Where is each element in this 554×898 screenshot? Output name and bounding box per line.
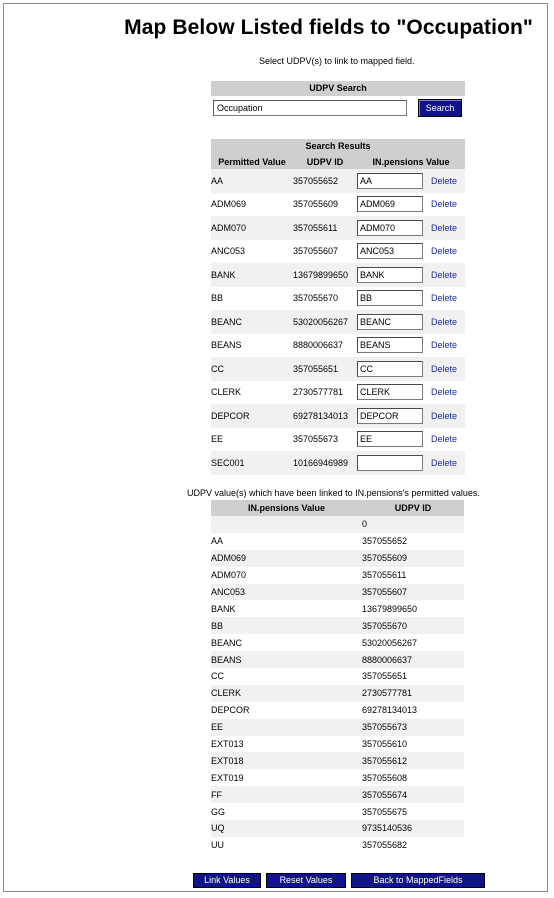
- linked-inpensions-value-cell: AA: [211, 533, 362, 550]
- linked-row: [211, 516, 464, 533]
- linked-inpensions-value-cell: EE: [211, 719, 362, 736]
- results-row: [211, 357, 465, 381]
- linked-udpv-id-cell: 357055673: [362, 719, 464, 736]
- linked-udpv-id-cell: 357055652: [362, 533, 464, 550]
- udpv-search-panel: [211, 81, 465, 120]
- delete-cell: [431, 193, 465, 217]
- linked-row: [211, 803, 464, 820]
- udpv-id-cell: 357055611: [293, 216, 357, 240]
- linked-row: [211, 736, 464, 753]
- inpensions-value-input[interactable]: BANK: [357, 267, 423, 283]
- linked-inpensions-value-cell: EXT013: [211, 736, 362, 753]
- results-row: [211, 334, 465, 358]
- udpv-id-cell: 357055673: [293, 428, 357, 452]
- search-results-header: Search Results: [211, 139, 465, 154]
- inpensions-value-cell: [357, 287, 431, 311]
- delete-cell: [431, 428, 465, 452]
- linked-row: [211, 786, 464, 803]
- linked-row: [211, 719, 464, 736]
- delete-link[interactable]: Delete: [431, 293, 458, 304]
- inpensions-value-cell: [357, 169, 431, 193]
- delete-cell: [431, 169, 465, 193]
- linked-udpv-id-cell: 357055611: [362, 567, 464, 584]
- permitted-value-cell: BANK: [211, 263, 293, 287]
- linked-udpv-id-cell: 53020056267: [362, 634, 464, 651]
- delete-cell: [431, 381, 465, 405]
- inpensions-value-input[interactable]: [357, 455, 423, 471]
- linked-inpensions-value-cell: ADM069: [211, 550, 362, 567]
- linked-column-header-row: [211, 500, 464, 516]
- permitted-value-cell: DEPCOR: [211, 404, 293, 428]
- udpv-id-cell: 53020056267: [293, 310, 357, 334]
- delete-cell: [431, 287, 465, 311]
- permitted-value-cell: ADM069: [211, 193, 293, 217]
- inpensions-value-input[interactable]: ADM069: [357, 196, 423, 212]
- linked-row: [211, 584, 464, 601]
- back-to-mappedfields-button[interactable]: Back to MappedFields: [351, 873, 485, 888]
- link-values-button[interactable]: Link Values: [193, 873, 261, 888]
- delete-link[interactable]: Delete: [431, 246, 458, 257]
- linked-udpv-id-cell: 357055651: [362, 668, 464, 685]
- linked-inpensions-value-cell: DEPCOR: [211, 702, 362, 719]
- linked-inpensions-value-cell: ADM070: [211, 567, 362, 584]
- linked-row: [211, 685, 464, 702]
- linked-row: [211, 837, 464, 854]
- delete-cell: [431, 216, 465, 240]
- linked-udpv-id-cell: 357055670: [362, 617, 464, 634]
- linked-caption: UDPV value(s) which have been linked to IN.pensions's permitted values.: [187, 488, 480, 498]
- linked-inpensions-value-cell: BEANS: [211, 651, 362, 668]
- inpensions-value-cell: [357, 428, 431, 452]
- linked-udpv-id-cell: 13679899650: [362, 600, 464, 617]
- inpensions-value-cell: [357, 451, 431, 475]
- inpensions-value-input[interactable]: CC: [357, 361, 423, 377]
- udpv-search-header: UDPV Search: [211, 81, 465, 96]
- search-results-panel: [211, 139, 465, 475]
- page-title: Map Below Listed fields to "Occupation": [124, 16, 533, 39]
- linked-udpv-id-cell: 69278134013: [362, 702, 464, 719]
- results-row: [211, 263, 465, 287]
- delete-cell: [431, 310, 465, 334]
- results-row: [211, 428, 465, 452]
- inpensions-value-cell: [357, 334, 431, 358]
- inpensions-value-cell: [357, 381, 431, 405]
- linked-row: [211, 702, 464, 719]
- linked-udpv-id-cell: 357055674: [362, 786, 464, 803]
- col-linked-inpensions-value: IN.pensions Value: [211, 500, 362, 516]
- udpv-id-cell: 357055670: [293, 287, 357, 311]
- search-input[interactable]: Occupation: [213, 100, 407, 116]
- linked-udpv-id-cell: 0: [362, 516, 464, 533]
- udpv-id-cell: 357055609: [293, 193, 357, 217]
- permitted-value-cell: ANC053: [211, 240, 293, 264]
- linked-row: [211, 651, 464, 668]
- linked-udpv-id-cell: 357055607: [362, 584, 464, 601]
- inpensions-value-input[interactable]: AA: [357, 173, 423, 189]
- linked-udpv-id-cell: 357055612: [362, 752, 464, 769]
- delete-link[interactable]: Delete: [431, 316, 458, 327]
- linked-inpensions-value-cell: EXT019: [211, 769, 362, 786]
- udpv-id-cell: 8880006637: [293, 334, 357, 358]
- results-column-header-row: [211, 154, 465, 169]
- permitted-value-cell: AA: [211, 169, 293, 193]
- results-row: [211, 404, 465, 428]
- linked-row: [211, 617, 464, 634]
- delete-link[interactable]: Delete: [431, 340, 458, 351]
- udpv-id-cell: 10166946989: [293, 451, 357, 475]
- delete-link[interactable]: Delete: [431, 199, 458, 210]
- delete-cell: [431, 263, 465, 287]
- permitted-value-cell: BEANS: [211, 334, 293, 358]
- linked-inpensions-value-cell: CLERK: [211, 685, 362, 702]
- inpensions-value-cell: [357, 240, 431, 264]
- delete-link[interactable]: Delete: [431, 175, 458, 186]
- results-row: [211, 193, 465, 217]
- udpv-id-cell: 357055651: [293, 357, 357, 381]
- col-linked-udpv-id: UDPV ID: [362, 500, 464, 516]
- results-row: [211, 381, 465, 405]
- udpv-id-cell: 69278134013: [293, 404, 357, 428]
- linked-inpensions-value-cell: [211, 516, 362, 533]
- linked-udpv-id-cell: 2730577781: [362, 685, 464, 702]
- linked-row: [211, 634, 464, 651]
- permitted-value-cell: BB: [211, 287, 293, 311]
- reset-values-button[interactable]: Reset Values: [266, 873, 346, 888]
- inpensions-value-input[interactable]: BB: [357, 290, 423, 306]
- delete-link[interactable]: Delete: [431, 363, 458, 374]
- results-row: [211, 240, 465, 264]
- linked-udpv-id-cell: 357055675: [362, 803, 464, 820]
- udpv-id-cell: 2730577781: [293, 381, 357, 405]
- inpensions-value-cell: [357, 310, 431, 334]
- delete-cell: [431, 404, 465, 428]
- linked-inpensions-value-cell: UU: [211, 837, 362, 854]
- search-button[interactable]: Search: [418, 99, 462, 117]
- delete-cell: [431, 334, 465, 358]
- permitted-value-cell: CLERK: [211, 381, 293, 405]
- linked-row: [211, 533, 464, 550]
- linked-inpensions-value-cell: GG: [211, 803, 362, 820]
- results-row: [211, 287, 465, 311]
- linked-udpv-id-cell: 9735140536: [362, 820, 464, 837]
- delete-cell: [431, 451, 465, 475]
- linked-inpensions-value-cell: BB: [211, 617, 362, 634]
- inpensions-value-cell: [357, 216, 431, 240]
- delete-link[interactable]: Delete: [431, 269, 458, 280]
- search-results-table: [211, 154, 465, 475]
- search-row: [211, 96, 465, 120]
- linked-inpensions-value-cell: ANC053: [211, 584, 362, 601]
- linked-values-table: [211, 500, 464, 854]
- linked-udpv-id-cell: 357055610: [362, 736, 464, 753]
- results-row: [211, 169, 465, 193]
- linked-row: [211, 600, 464, 617]
- page-subtitle: Select UDPV(s) to link to mapped field.: [259, 56, 415, 66]
- linked-row: [211, 752, 464, 769]
- delete-link[interactable]: Delete: [431, 387, 458, 398]
- permitted-value-cell: SEC001: [211, 451, 293, 475]
- delete-link[interactable]: Delete: [431, 457, 458, 468]
- linked-values-panel: [211, 500, 464, 854]
- linked-inpensions-value-cell: UQ: [211, 820, 362, 837]
- udpv-id-cell: 13679899650: [293, 263, 357, 287]
- inpensions-value-input[interactable]: CLERK: [357, 384, 423, 400]
- delete-link[interactable]: Delete: [431, 434, 458, 445]
- results-row: [211, 310, 465, 334]
- inpensions-value-input[interactable]: DEPCOR: [357, 408, 423, 424]
- udpv-id-cell: 357055607: [293, 240, 357, 264]
- linked-inpensions-value-cell: EXT018: [211, 752, 362, 769]
- inpensions-value-input[interactable]: BEANS: [357, 337, 423, 353]
- inpensions-value-cell: [357, 357, 431, 381]
- permitted-value-cell: CC: [211, 357, 293, 381]
- linked-udpv-id-cell: 357055682: [362, 837, 464, 854]
- inpensions-value-cell: [357, 263, 431, 287]
- delete-link[interactable]: Delete: [431, 222, 458, 233]
- linked-inpensions-value-cell: BEANC: [211, 634, 362, 651]
- linked-udpv-id-cell: 357055608: [362, 769, 464, 786]
- linked-row: [211, 769, 464, 786]
- delete-link[interactable]: Delete: [431, 410, 458, 421]
- col-permitted-value: Permitted Value: [211, 154, 293, 169]
- results-row: [211, 216, 465, 240]
- linked-row: [211, 567, 464, 584]
- delete-cell: [431, 240, 465, 264]
- col-udpv-id: UDPV ID: [293, 154, 357, 169]
- inpensions-value-input[interactable]: ANC053: [357, 243, 423, 259]
- linked-inpensions-value-cell: CC: [211, 668, 362, 685]
- linked-inpensions-value-cell: FF: [211, 786, 362, 803]
- linked-row: [211, 550, 464, 567]
- permitted-value-cell: EE: [211, 428, 293, 452]
- linked-udpv-id-cell: 8880006637: [362, 651, 464, 668]
- delete-cell: [431, 357, 465, 381]
- inpensions-value-input[interactable]: BEANC: [357, 314, 423, 330]
- inpensions-value-input[interactable]: EE: [357, 431, 423, 447]
- linked-row: [211, 668, 464, 685]
- inpensions-value-cell: [357, 404, 431, 428]
- results-row: [211, 451, 465, 475]
- linked-row: [211, 820, 464, 837]
- inpensions-value-cell: [357, 193, 431, 217]
- linked-udpv-id-cell: 357055609: [362, 550, 464, 567]
- permitted-value-cell: ADM070: [211, 216, 293, 240]
- inpensions-value-input[interactable]: ADM070: [357, 220, 423, 236]
- col-inpensions-value: IN.pensions Value: [357, 154, 465, 169]
- udpv-id-cell: 357055652: [293, 169, 357, 193]
- linked-inpensions-value-cell: BANK: [211, 600, 362, 617]
- permitted-value-cell: BEANC: [211, 310, 293, 334]
